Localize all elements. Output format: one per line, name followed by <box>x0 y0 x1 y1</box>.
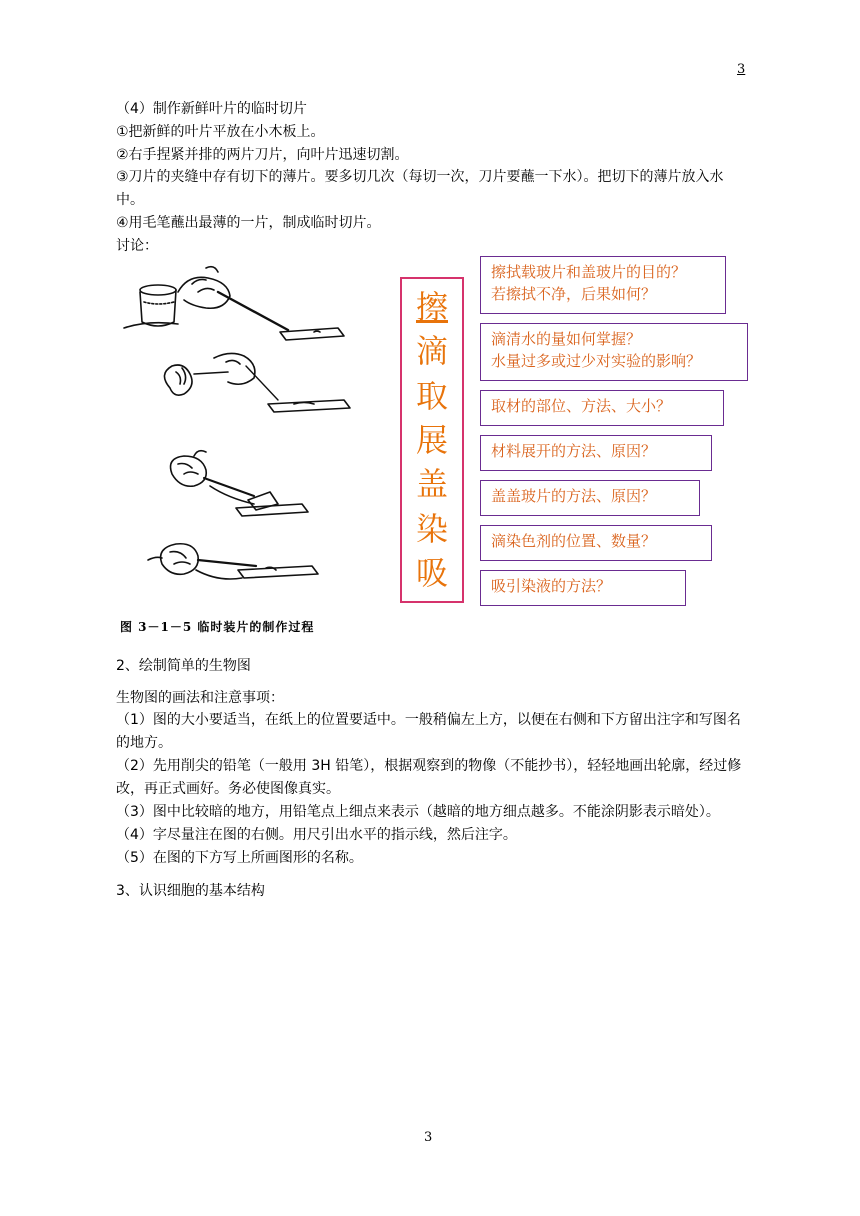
drawing-rule-3: （3）图中比较暗的地方，用铅笔点上细点来表示（越暗的地方细点越多。不能涂阴影表示暗处）。 <box>116 804 720 820</box>
panel-take-material <box>164 353 350 412</box>
section2-subtitle: 生物图的画法和注意事项： <box>116 690 284 706</box>
mnemonic-box <box>400 277 464 603</box>
question-line: 擦拭载玻片和盖玻片的目的？ <box>491 263 687 281</box>
mnemonic-char: 吸 <box>415 553 448 592</box>
question-line: 滴染色剂的位置、数量？ <box>491 532 657 550</box>
question-line: 水量过多或过少对实验的影响？ <box>491 352 702 370</box>
question-line: 材料展开的方法、原因？ <box>491 442 657 460</box>
figure-caption: 图 3－1－5 临时装片的制作过程 <box>120 620 315 634</box>
page-number-top: 3 <box>737 62 746 77</box>
step-4: ④用毛笔蘸出最薄的一片，制成临时切片。 <box>116 215 381 231</box>
page-number-bottom: 3 <box>424 1130 433 1145</box>
panel-stain <box>148 544 318 579</box>
step-3: ③刀片的夹缝中存有切下的薄片。要多切几次（每切一次，刀片要蘸一下水）。把切下的薄片放入水中。 <box>116 169 724 208</box>
question-box-cover <box>480 480 700 516</box>
drawing-rule-1: （1）图的大小要适当，在纸上的位置要适中。一般稍偏左上方，以便在右侧和下方留出注字和写图名的地方。 <box>116 712 741 751</box>
question-box-stain <box>480 525 712 561</box>
panel-cover-slip <box>171 451 309 516</box>
discussion-label: 讨论： <box>116 238 158 254</box>
question-line: 取材的部位、方法、大小？ <box>491 397 672 415</box>
drawing-rule-5: （5）在图的下方写上所画图形的名称。 <box>116 850 363 866</box>
step-2: ②右手捏紧并排的两片刀片，向叶片迅速切割。 <box>116 147 409 163</box>
question-line: 盖盖玻片的方法、原因？ <box>491 487 657 505</box>
mnemonic-char: 展 <box>415 420 448 459</box>
section2-title: 2、绘制简单的生物图 <box>116 658 251 674</box>
mnemonic-char: 擦 <box>415 288 448 327</box>
question-box-water <box>480 323 748 381</box>
question-box-take <box>480 390 724 426</box>
question-box-absorb <box>480 570 686 606</box>
question-line: 滴清水的量如何掌握？ <box>491 330 642 348</box>
mnemonic-char: 取 <box>415 376 448 415</box>
mnemonic-char: 染 <box>415 509 448 548</box>
mnemonic-char: 滴 <box>415 332 448 371</box>
step-1: ①把新鲜的叶片平放在小木板上。 <box>116 124 325 140</box>
question-line: 吸引染液的方法？ <box>491 577 612 595</box>
question-line: 若擦拭不净，后果如何？ <box>491 285 657 303</box>
mnemonic-char: 盖 <box>415 465 448 504</box>
slide-preparation-illustration <box>118 262 378 642</box>
question-box-spread <box>480 435 712 471</box>
drawing-rule-2: （2）先用削尖的铅笔（一般用 3H 铅笔），根据观察到的物像（不能抄书），轻轻地画出轮廓，经过修改，再正式画好。务必使图像真实。 <box>116 758 742 797</box>
section4-title: （4）制作新鲜叶片的临时切片 <box>116 101 307 117</box>
section3-title: 3、认识细胞的基本结构 <box>116 883 265 899</box>
question-box-wipe <box>480 256 726 314</box>
drawing-rule-4: （4）字尽量注在图的右侧。用尺引出水平的指示线，然后注字。 <box>116 827 517 843</box>
panel-drop-water <box>124 267 344 340</box>
